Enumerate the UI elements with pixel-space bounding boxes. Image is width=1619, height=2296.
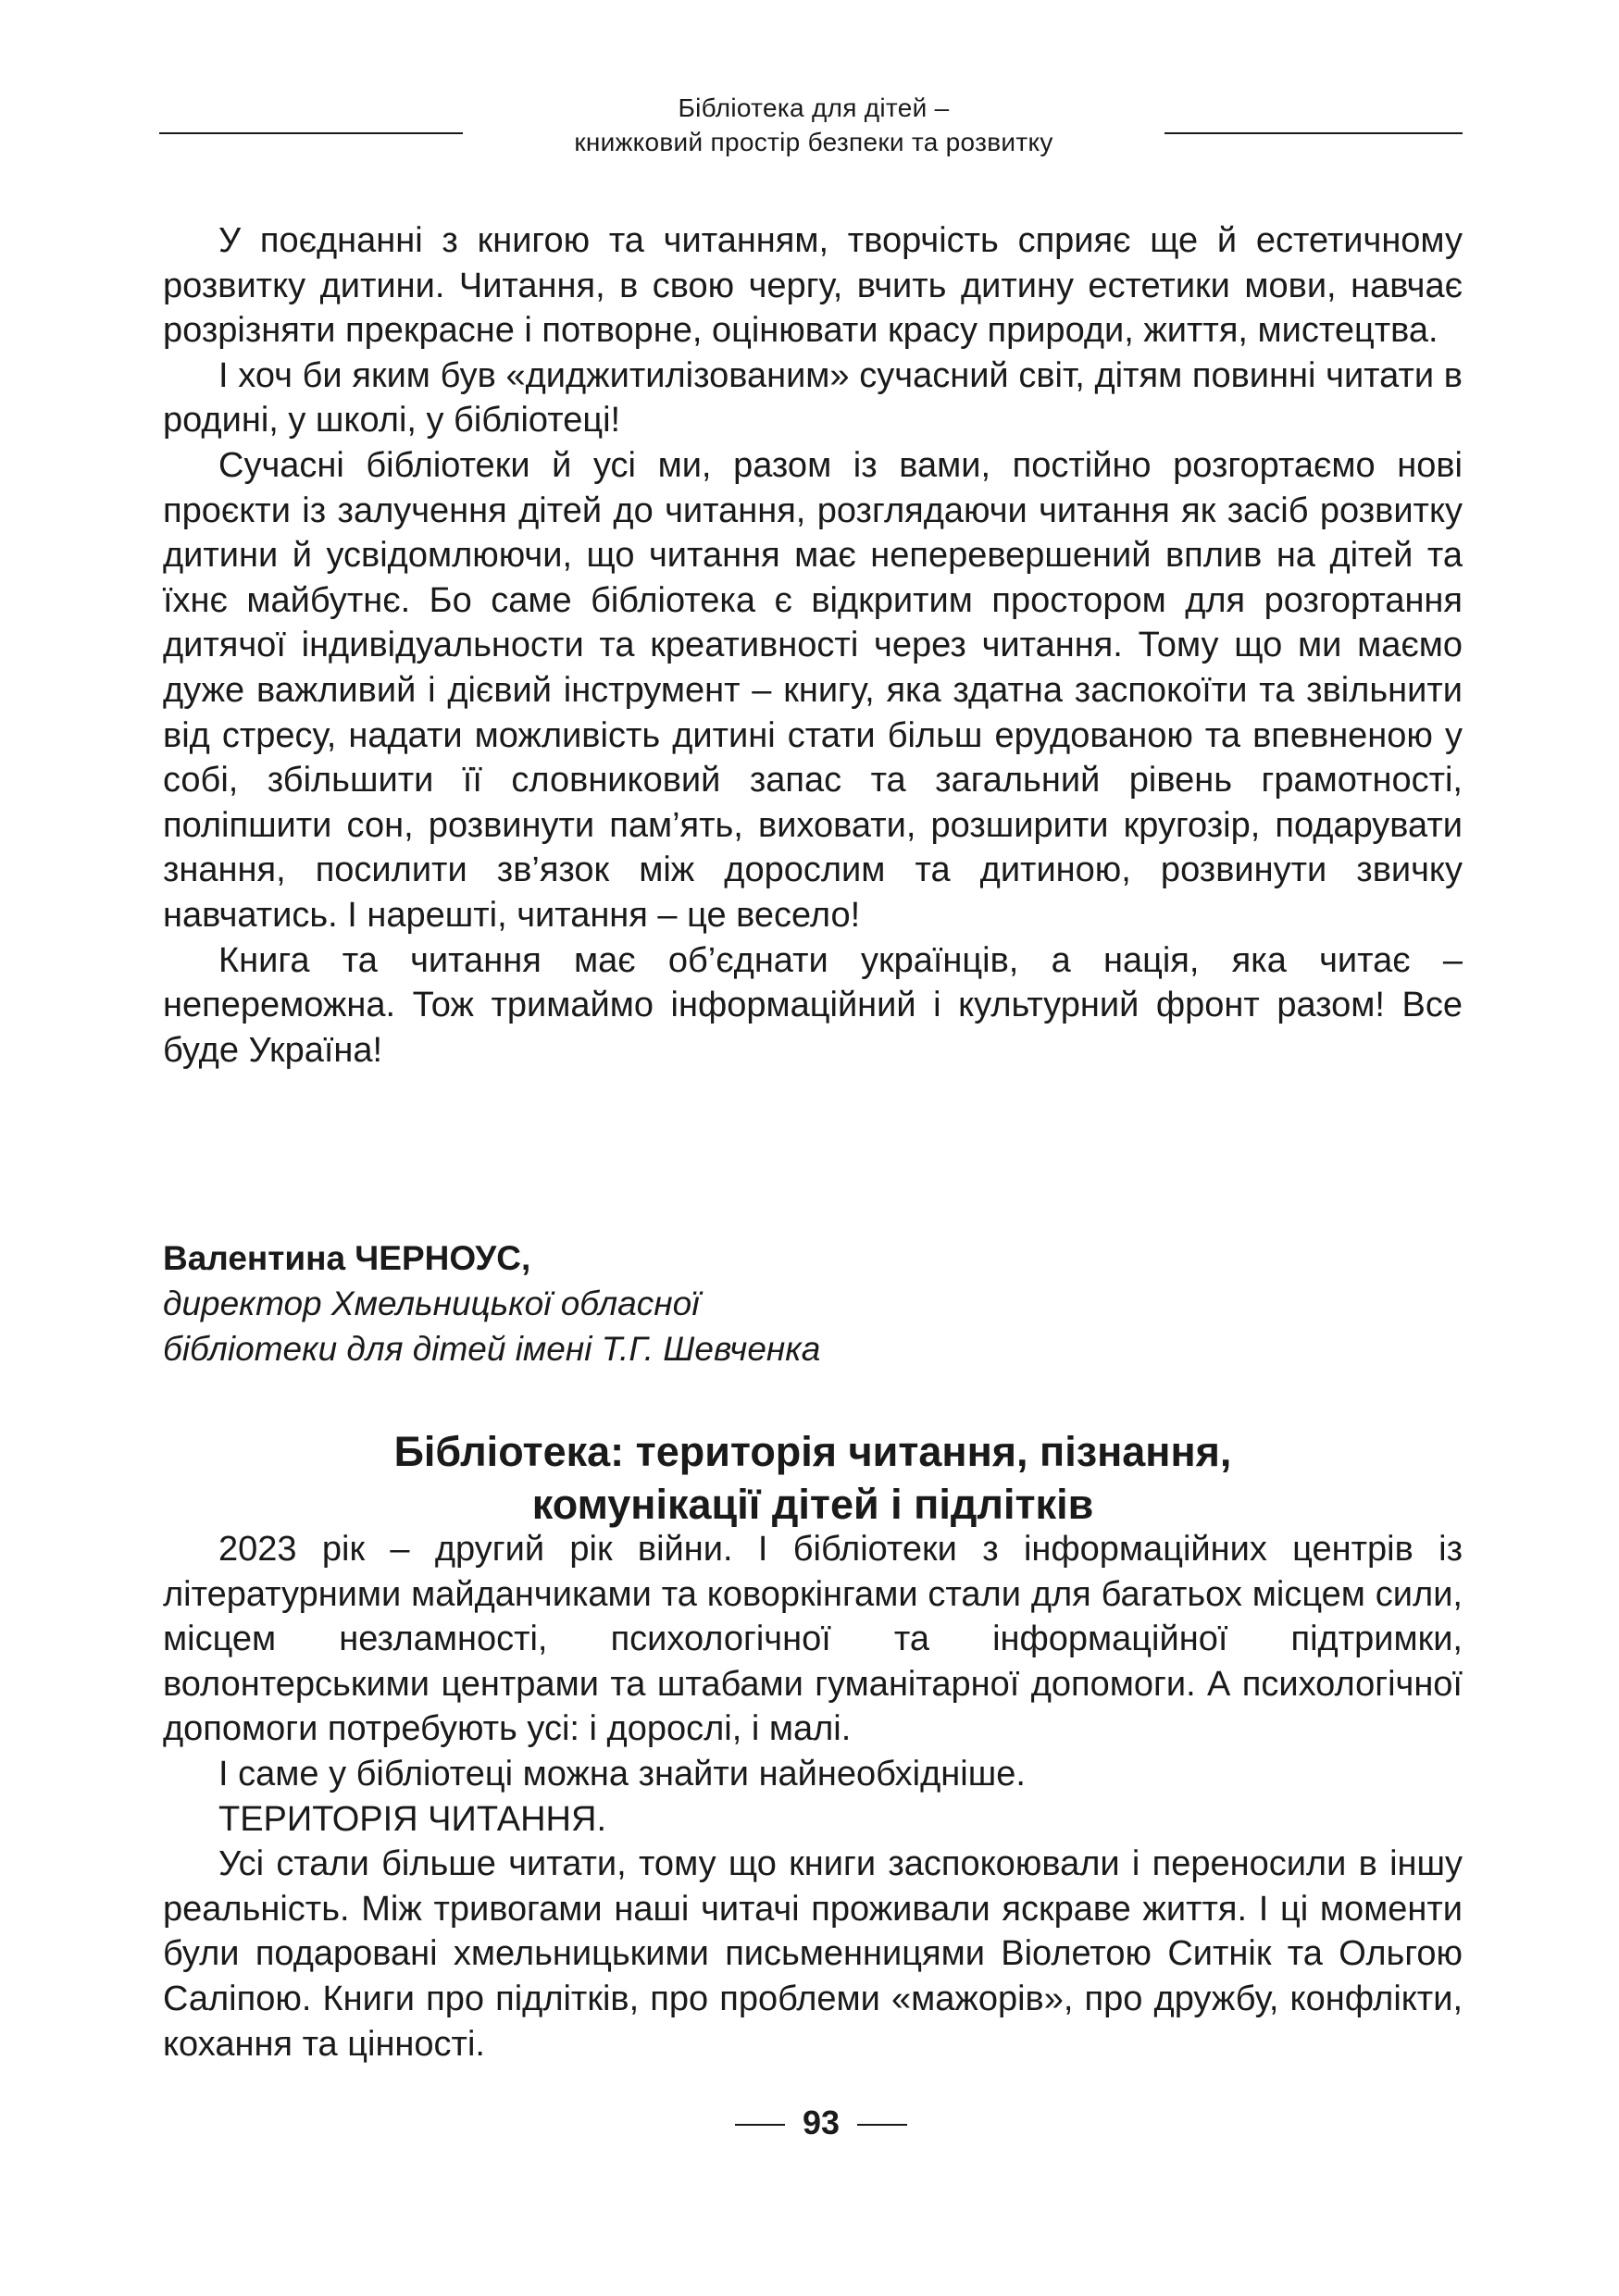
page-number-footer: [728, 2103, 913, 2143]
page-number: 93: [802, 2104, 841, 2141]
paragraph: Книга та читання має об’єднати українців, а нація, яка читає – непереможна. Тож тримаймо інформаційний і культурний фронт разом! Все буде Україна!: [163, 940, 1463, 1070]
author-role-line-1: директор Хмельницької обласної: [163, 1284, 700, 1322]
running-header-title: [463, 91, 1164, 159]
paragraph: І саме у бібліотеці можна знайти найнеобхідніше.: [218, 1754, 1026, 1793]
author-role-line-2: бібліотеки для дітей імені Т.Г. Шевченка: [163, 1329, 821, 1368]
paragraph: У поєднанні з книгою та читанням, творчість сприяє ще й естетичному розвитку дитини. Читання, в свою чергу, вчить дитину естетики мови, навчає розрізняти прекрасне і потворне, оцінювати красу природи, життя, мистецтва.: [163, 221, 1463, 351]
running-header: [157, 91, 1463, 165]
article-title-line-2: комунікації дітей і підлітків: [531, 1481, 1094, 1528]
paragraph: 2023 рік – другий рік війни. І бібліотеки з інформаційних центрів із літературними майданчиками та коворкінгами стали для багатьох місцем сили, місцем незламності, психологічної та інформаційної підтримки, волонтерськими центрами та штабами гуманітарної допомоги. А психологічної допомоги потребують усі: і дорослі, і малі.: [163, 1530, 1463, 1749]
page-number-dash-right: [857, 2124, 907, 2126]
paragraph: Усі стали більше читати, тому що книги заспокоювали і переносили в іншу реальність. Між тривогами наші читачі проживали яскраве життя. І ці моменти були подаровані хмельницькими письменницями Віолетою Ситнік та Ольгою Саліпою. Книги про підлітків, про проблеми «мажорів», про дружбу, конфлікти, кохання та цінності.: [163, 1844, 1463, 2064]
paragraph: ТЕРИТОРІЯ ЧИТАННЯ.: [218, 1799, 607, 1839]
author-name: Валентина ЧЕРНОУС,: [163, 1239, 531, 1277]
article-title: [163, 1425, 1463, 1531]
article-title-line-1: Бібліотека: територія читання, пізнання,: [393, 1428, 1232, 1475]
running-header-line-2: книжковий простір безпеки та розвитку: [574, 128, 1053, 156]
paragraph: Сучасні бібліотеки й усі ми, разом із вами, постійно розгортаємо нові проєкти із залучення дітей до читання, розглядаючи читання як засіб розвитку дитини й усвідомлюючи, що читання має неперевершений вплив на дітей та їхнє майбутнє. Бо саме бібліотека є відкритим простором для розгортання дитячої індивідуальности та креативності через читання. Тому що ми маємо дуже важливий і дієвий інструмент – книгу, яка здатна заспокоїти та звільнити від стресу, надати можливість дитині стати більш ерудованою та впевненою у собі, збільшити її словниковий запас та загальний рівень грамотності, поліпшити сон, розвинути пам’ять, виховати, розширити кругозір, подарувати знання, посилити зв’язок між дорослим та дитиною, розвинути звичку навчатись. І нарешті, читання – це весело!: [163, 445, 1463, 935]
author-signature: [163, 1236, 1181, 1371]
paragraph: І хоч би яким був «диджитилізованим» сучасний світ, дітям повинні читати в родині, у школі, у бібліотеці!: [163, 355, 1463, 441]
header-rule-right: [1164, 132, 1463, 134]
header-rule-left: [159, 132, 463, 134]
page-number-dash-left: [735, 2124, 785, 2126]
running-header-line-1: Бібліотека для дітей –: [678, 93, 950, 122]
body-text-section-2: [163, 1527, 1463, 2066]
body-text-section-1: [163, 218, 1463, 1073]
